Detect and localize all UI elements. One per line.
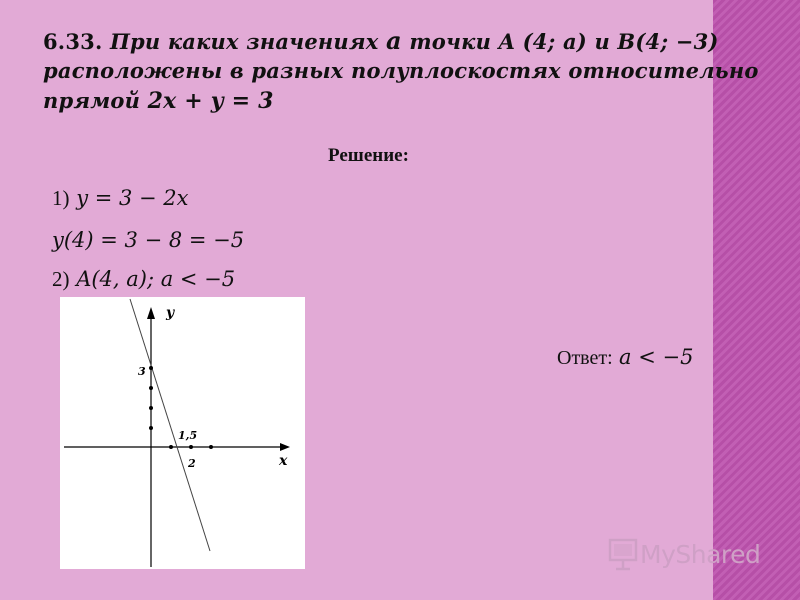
y-axis-arrow	[147, 307, 155, 319]
y-tick-dot-1	[149, 406, 153, 410]
answer-expression: a < −5	[619, 345, 694, 369]
step-2-label: 2)	[52, 267, 70, 291]
y-tick-dot-2	[149, 386, 153, 390]
task-line-3	[43, 88, 274, 114]
task-point-b: B(4; −3)	[617, 29, 719, 54]
task-line-2	[43, 58, 759, 83]
y-tick-dot-0	[149, 426, 153, 430]
task-line-equation: 2x + y = 3	[147, 88, 274, 114]
solution-heading: Решение:	[328, 145, 409, 166]
task-var-a: a	[386, 26, 402, 55]
x-axis-arrow	[280, 443, 290, 451]
task-text-3a: прямой	[43, 88, 141, 113]
x-tick-dot-1	[169, 445, 173, 449]
graph-svg	[60, 297, 305, 569]
label-2: 2	[188, 457, 196, 470]
task-text-and: и	[594, 29, 610, 54]
x-tick-dot-3	[209, 445, 213, 449]
task-line-1	[43, 26, 719, 55]
label-3: 3	[138, 365, 146, 378]
label-1-5: 1,5	[178, 429, 198, 442]
answer	[557, 345, 693, 370]
task-text-1a: При каких значениях	[109, 29, 379, 54]
y-tick-dot-3	[149, 366, 153, 370]
task-number: 6.33.	[43, 29, 103, 54]
step-1-expression: y = 3 − 2x	[76, 186, 189, 210]
y-axis-label: y	[166, 305, 175, 321]
graph-line	[130, 299, 210, 551]
decorative-stripe-band	[713, 0, 800, 600]
x-tick-dot-2	[189, 445, 193, 449]
answer-label: Ответ:	[557, 347, 613, 369]
solution-step-2	[52, 267, 235, 292]
task-text-2: расположены в разных полуплоскостях относительно	[43, 58, 759, 83]
step-2-expression: A(4, a); a < −5	[76, 267, 236, 291]
solution-step-1b	[52, 228, 244, 252]
line-graph	[60, 297, 305, 569]
task-point-a: A (4; a)	[498, 29, 587, 54]
x-axis-label: x	[279, 453, 288, 469]
solution-step-1	[52, 186, 189, 211]
step-1b-expression: y(4) = 3 − 8 = −5	[52, 228, 245, 252]
step-1-label: 1)	[52, 186, 70, 210]
logo-text: MyShared	[640, 540, 761, 569]
task-text-1b: точки	[409, 29, 492, 54]
